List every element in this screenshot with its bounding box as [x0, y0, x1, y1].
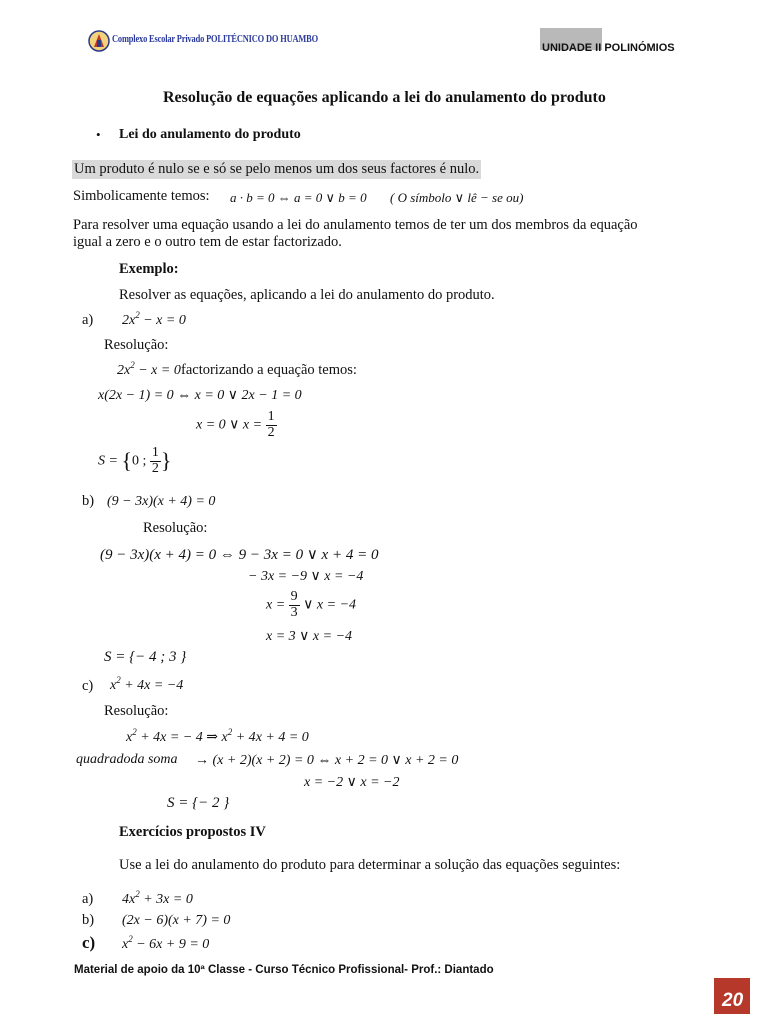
example-b-resolution-label: Resolução:: [143, 520, 208, 536]
bullet-heading: Lei do anulamento do produto: [119, 127, 301, 142]
exercise-b-equation: (2x − 6)(x + 7) = 0: [122, 913, 231, 928]
example-a-step1: $2x^2 - x = 0$: [117, 360, 181, 378]
example-c-resolution-label: Resolução:: [104, 703, 169, 719]
exercises-heading: Exercícios propostos IV: [119, 824, 266, 840]
exercise-b-label: b): [82, 912, 95, 928]
example-a-resolution-label: Resolução:: [104, 337, 169, 353]
example-a-solution: S = {0 ; $\frac{1}{2}$ }: [98, 445, 172, 476]
paragraph-line-1: Para resolver uma equação usando a lei do anulamento temos de ter um dos membros da equação: [73, 217, 638, 233]
example-a-factor-note: factorizando a equação temos:: [181, 362, 357, 378]
exercise-c-label: c): [82, 933, 96, 952]
school-name: Complexo Escolar Privado POLITÉCNICO DO HUAMBO: [112, 34, 318, 45]
example-b-step1: (9 − 3x)(x + 4) = 0 ⇔ 9 − 3x = 0 ∨ x + 4 = 0: [100, 547, 379, 563]
footer-text: Material de apoio da 10ª Classe - Curso Técnico Profissional- Prof.: Diantado: [74, 964, 494, 976]
example-c-solution: S = {− 2 }: [167, 795, 230, 811]
example-c-label: c): [82, 678, 94, 694]
example-c-equation: $x^2 + 4x = -4$: [110, 675, 184, 693]
example-b-equation: (9 − 3x)(x + 4) = 0: [107, 494, 216, 509]
example-heading: Exemplo:: [119, 261, 179, 277]
page-title: Resolução de equações aplicando a lei do anulamento do produto: [163, 89, 606, 106]
definition-text: Um produto é nulo se e só se pelo menos um dos seus factores é nulo.: [74, 161, 480, 177]
exercise-a-equation: $4x^2 + 3x = 0$: [122, 889, 193, 907]
example-b-step2: − 3x = −9 ∨ x = −4: [248, 569, 364, 584]
exercises-intro: Use a lei do anulamento do produto para determinar a solução das equações seguintes:: [119, 857, 621, 873]
example-c-step2: → (x + 2)(x + 2) = 0 ⇔ x + 2 = 0 ∨ x + 2 = 0: [195, 753, 459, 768]
example-intro: Resolver as equações, aplicando a lei do anulamento do produto.: [119, 287, 495, 303]
symbolic-label: Simbolicamente temos:: [73, 188, 210, 204]
school-logo: [88, 30, 110, 52]
paragraph-line-2: igual a zero e o outro tem de estar factorizado.: [73, 234, 342, 250]
example-a-step3: x = 0 ∨ x = $\frac{1}{2}$: [196, 409, 275, 440]
example-b-label: b): [82, 493, 95, 509]
example-c-step2-label: quadradoda soma: [76, 752, 178, 767]
bullet-dot: •: [96, 127, 101, 142]
example-b-step4: x = 3 ∨ x = −4: [266, 629, 353, 644]
unit-label: UNIDADE II POLINÓMIOS: [542, 42, 675, 54]
exercise-c-equation: $x^2 - 6x + 9 = 0$: [122, 934, 210, 952]
example-b-solution: S = {− 4 ; 3 }: [104, 649, 187, 665]
example-c-step1: $x^2 + 4x$ = − 4 ⇒ $x^2 + 4x + 4 = 0$: [126, 727, 309, 745]
symbolic-note: ( O símbolo ∨ lê − se ou): [390, 190, 524, 205]
exercise-a-label: a): [82, 891, 94, 907]
example-b-step3: x = $\frac{9}{3}$ ∨ x = −4: [266, 589, 357, 620]
symbolic-formula: a · b = 0 ⇔ a = 0 ∨ b = 0: [230, 190, 367, 205]
page-number: 20: [722, 990, 744, 1011]
example-a-label: a): [82, 312, 94, 328]
example-c-step3: x = −2 ∨ x = −2: [304, 775, 400, 790]
example-a-equation: $2x^2 - x = 0$: [122, 310, 186, 328]
example-a-step2: x(2x − 1) = 0 ⇔ x = 0 ∨ 2x − 1 = 0: [98, 388, 302, 403]
